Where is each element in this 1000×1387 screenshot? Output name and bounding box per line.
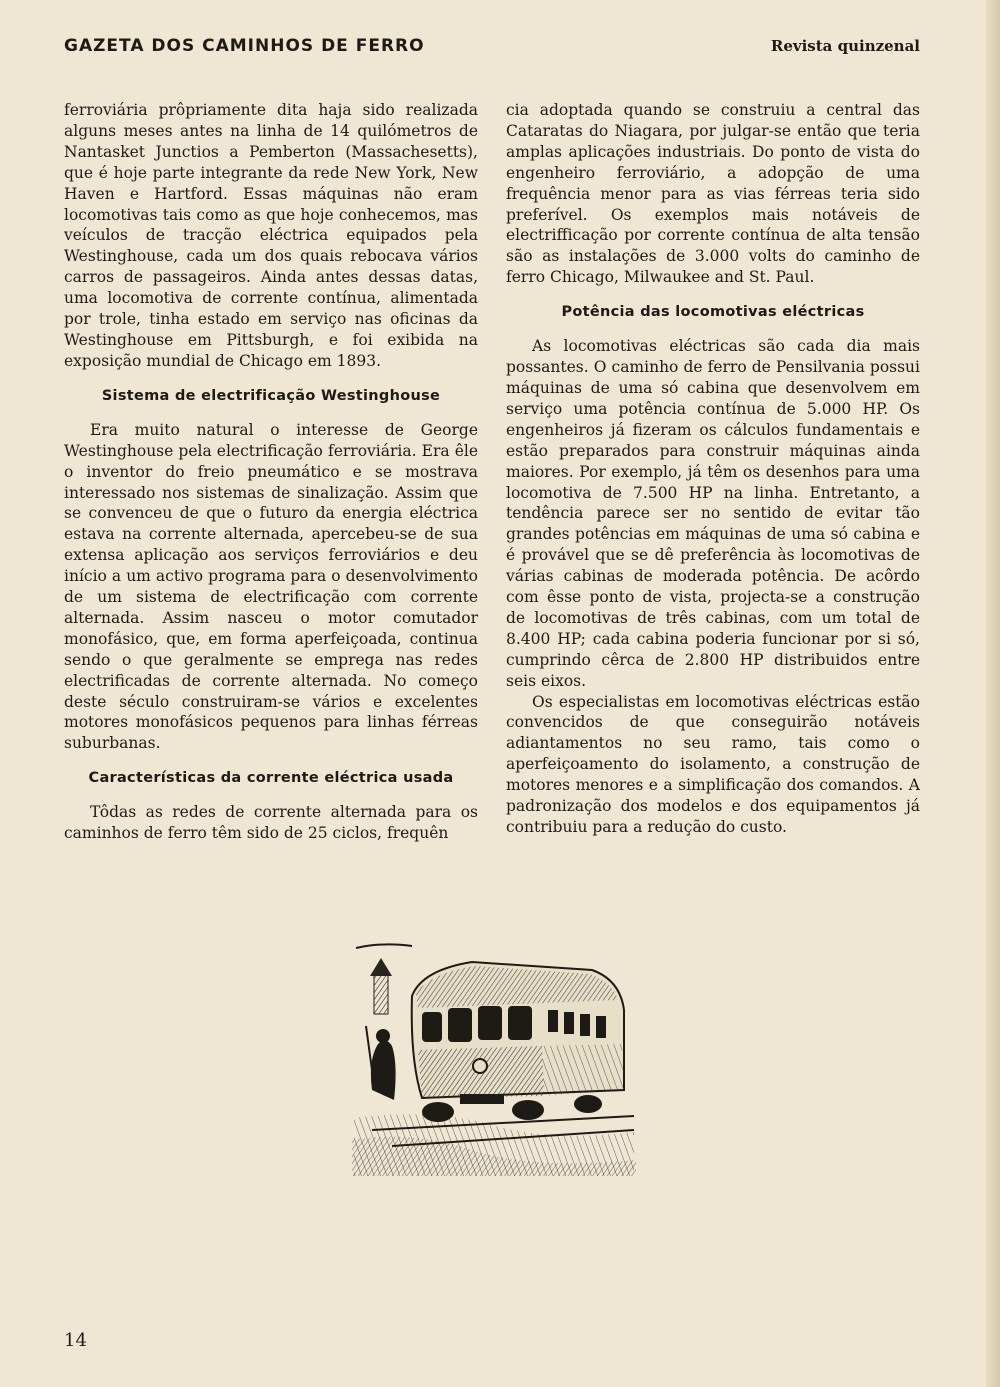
page-header	[64, 36, 920, 60]
page-number: 14	[64, 1330, 87, 1351]
paragraph: As locomotivas eléctricas são cada dia mais possantes. O caminho de ferro de Pensilvania possui máquinas de uma só cabina que desenvolvem em serviço uma potência contínua de 5.000 HP. Os engenheiros já fizeram os cálculos fundamentais e estão preparados para construir máquinas ainda maiores. Por exemplo, já têm os desenhos para uma locomotiva de 7.500 HP na linha. Entretanto, a tendência parece ser no sentido de evitar tão grandes potências em máquinas de uma só cabina e é provável que se dê preferência às locomotivas de várias cabinas de moderada potência. De acôrdo com êsse ponto de vista, projecta-se a construção de locomotivas de três cabinas, com um total de 8.400 HP; cada cabina poderia funcionar por si só, cumprindo cêrca de 2.800 HP distribuidos entre seis eixos.	[506, 337, 920, 690]
paragraph: Tôdas as redes de corrente alternada para os caminhos de ferro têm sido de 25 ciclos, frequên	[64, 803, 478, 843]
paragraph: Os especialistas em locomotivas eléctricas estão convencidos de que conseguirão notáveis adiantamentos no seu ramo, tais como o aperfeiçoamento do isolamento, a construção de motores menores e a simplificação dos comandos. A padronização dos modelos e dos equipamentos já contribuiu para a redução do custo.	[506, 692, 920, 836]
paragraph: ferroviária prôpriamente dita haja sido realizada alguns meses antes na linha de 14 quilómetros de Nantasket Junctios a Pemberton (Massachesetts), que é hoje parte integrante da rede New York, New Haven e Hartford. Essas máquinas não eram locomotivas tais como as que hoje conhecemos, mas veículos de tracção eléctrica equipados pela Westinghouse, cada um dos quais rebocava vários carros de passageiros. Ainda antes dessas datas, uma locomotiva de corrente contínua, alimentada por trole, tinha estado em serviço nas oficinas da Westinghouse em Pittsburgh, e foi exibida na exposição mundial de Chicago em 1893.	[64, 101, 478, 370]
journal-title: GAZETA DOS CAMINHOS DE FERRO	[64, 36, 425, 56]
paragraph: Era muito natural o interesse de George Westinghouse pela electrificação ferroviária. Era êle o inventor do freio pneumático e se mostrava interessado nos sistemas de sinalização. Assim que se convenceu de que o futuro da energia eléctrica estava na corrente alternada, apercebeu-se de sua extensa aplicação aos serviços ferroviários e deu início a um activo programa para o desenvolvimento de um sistema de electrificação com corrente alternada. Assim nasceu o motor comutador monofásico, que, em forma aperfeiçoada, continua sendo o que geralmente se emprega nas redes electrificadas de corrente alternada. No começo deste século construiram-se vários e excelentes motores monofásicos pequenos para linhas férreas suburbanas.	[64, 420, 478, 753]
paragraph: cia adoptada quando se construiu a central das Cataratas do Niagara, por julgar-se então que teria amplas aplicações industriais. Do ponto de vista do engenheiro ferroviário, a adopção de uma frequência menor para as vias férreas teria sido preferível. Os exemplos mais notáveis de electrifficação por corrente contínua de alta tensão são as instalações de 3.000 volts do caminho de ferro Chicago, Milwaukee and St. Paul.	[506, 101, 920, 287]
left-column	[64, 100, 478, 844]
section-heading: Sistema de electrificação Westinghouse	[101, 387, 441, 404]
electric-railcar-engraving-icon	[352, 940, 636, 1176]
issue-label: Revista quinzenal	[770, 37, 920, 55]
page-edge	[986, 0, 1000, 1387]
section-heading: Características da corrente eléctrica usada	[88, 770, 454, 787]
right-column	[506, 100, 920, 838]
section-heading: Potência das locomotivas eléctricas	[561, 304, 865, 321]
